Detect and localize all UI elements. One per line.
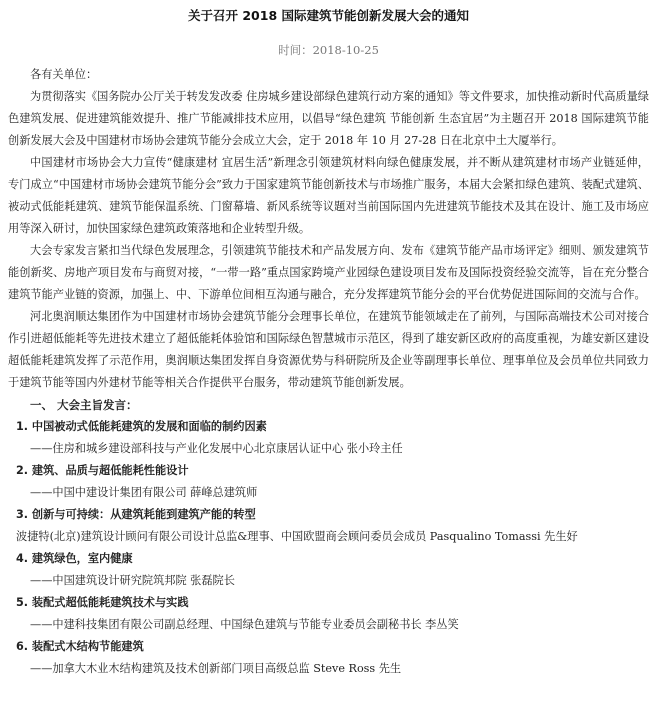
speech-speaker: ——住房和城乡建设部科技与产业化发展中心北京康居认证中心 张小玲主任 <box>30 442 403 455</box>
document-body <box>8 64 649 680</box>
speech-speaker: ——中国建筑设计研究院筑邦院 张磊院长 <box>30 574 235 587</box>
speech-title: 4. 建筑绿色，室内健康 <box>16 552 133 565</box>
speech-speaker: ——加拿大木业木结构建筑及技术创新部门项目高级总监 Steve Ross 先生 <box>30 662 402 675</box>
paragraph: 大会专家发言紧扣当代绿色发展理念，引领建筑节能技术和产品发展方向、发布《建筑节能产品市场评定》细则、颁发建筑节能创新奖、房地产项目发布与商贸对接，“一带一路”重点国家跨境产业园绿色建设项目发布及国际投资经验交流等，旨在充分整合建筑节能产业链的资源，加强上、中、下游单位间相互沟通与融合，充分发挥建筑节能分会的平台优势促进国际间的交流与合作。 <box>8 244 649 301</box>
paragraph: 为贯彻落实《国务院办公厅关于转发发改委 住房城乡建设部绿色建筑行动方案的通知》等文件要求，加快推动新时代高质量绿色建筑发展、促进建筑能效提升、推广节能减排技术应用，以倡导“绿色建筑 节能创新 生态宜居”为主题召开 2018 国际建筑节能创新发展大会及中国建材市场协会建筑节能分会成立大会，定于 2018 年 10 月 27-28 日在北京中土大厦举行。 <box>8 90 649 147</box>
paragraph: 河北奥润顺达集团作为中国建材市场协会建筑节能分会理事长单位，在建筑节能领域走在了前列，与国际高端技术公司对接合作引进超低能耗等先进技术建立了超低能耗体验馆和国际绿色智慧城市示范区，得到了雄安新区政府的高度重视，为雄安新区建设超低能耗建筑发挥了示范作用，奥润顺达集团发挥自身资源优势与科研院所及企业等副理事长单位、理事单位及会员单位共同致力于建筑节能等国内外建材节能等相关合作提供平台服务，带动建筑节能创新发展。 <box>8 310 649 389</box>
document-title: 关于召开 2018 国际建筑节能创新发展大会的通知 <box>188 8 469 23</box>
paragraph: 中国建材市场协会大力宣传“健康建材 宜居生活”新理念引领建筑材料向绿色健康发展，并不断从建筑建材市场产业链延伸，专门成立“中国建材市场协会建筑节能分会”致力于国家建筑节能创新技术与市场推广服务，本届大会紧扣绿色建筑、装配式建筑、被动式低能耗建筑、建筑节能保温系统、门窗幕墙、新风系统等议题对当前国际国内先进建筑节能技术及其在设计、施工及市场应用等深入研讨，加快国家绿色建筑政策落地和企业转型升级。 <box>8 156 649 235</box>
speech-title: 5. 装配式超低能耗建筑技术与实践 <box>16 596 189 609</box>
speech-speaker: ——中国中建设计集团有限公司 薛峰总建筑师 <box>30 486 258 499</box>
speech-title: 1. 中国被动式低能耗建筑的发展和面临的制约因素 <box>16 420 267 433</box>
speech-title: 2. 建筑、品质与超低能耗性能设计 <box>16 464 189 477</box>
speech-speaker: 波捷特(北京)建筑设计顾问有限公司设计总监&理事、中国欧盟商会顾问委员会成员 Pasqualino Tomassi 先生好 <box>16 530 578 543</box>
publish-date: 时间：2018-10-25 <box>278 43 379 57</box>
speech-title: 6. 装配式木结构节能建筑 <box>16 640 144 653</box>
speech-title: 3. 创新与可持续：从建筑耗能到建筑产能的转型 <box>16 508 256 521</box>
salutation: 各有关单位： <box>30 68 98 81</box>
section-heading: 一、 大会主旨发言： <box>30 398 138 412</box>
speech-speaker: ——中建科技集团有限公司副总经理、中国绿色建筑与节能专业委员会副秘书长 李丛笑 <box>30 618 459 631</box>
